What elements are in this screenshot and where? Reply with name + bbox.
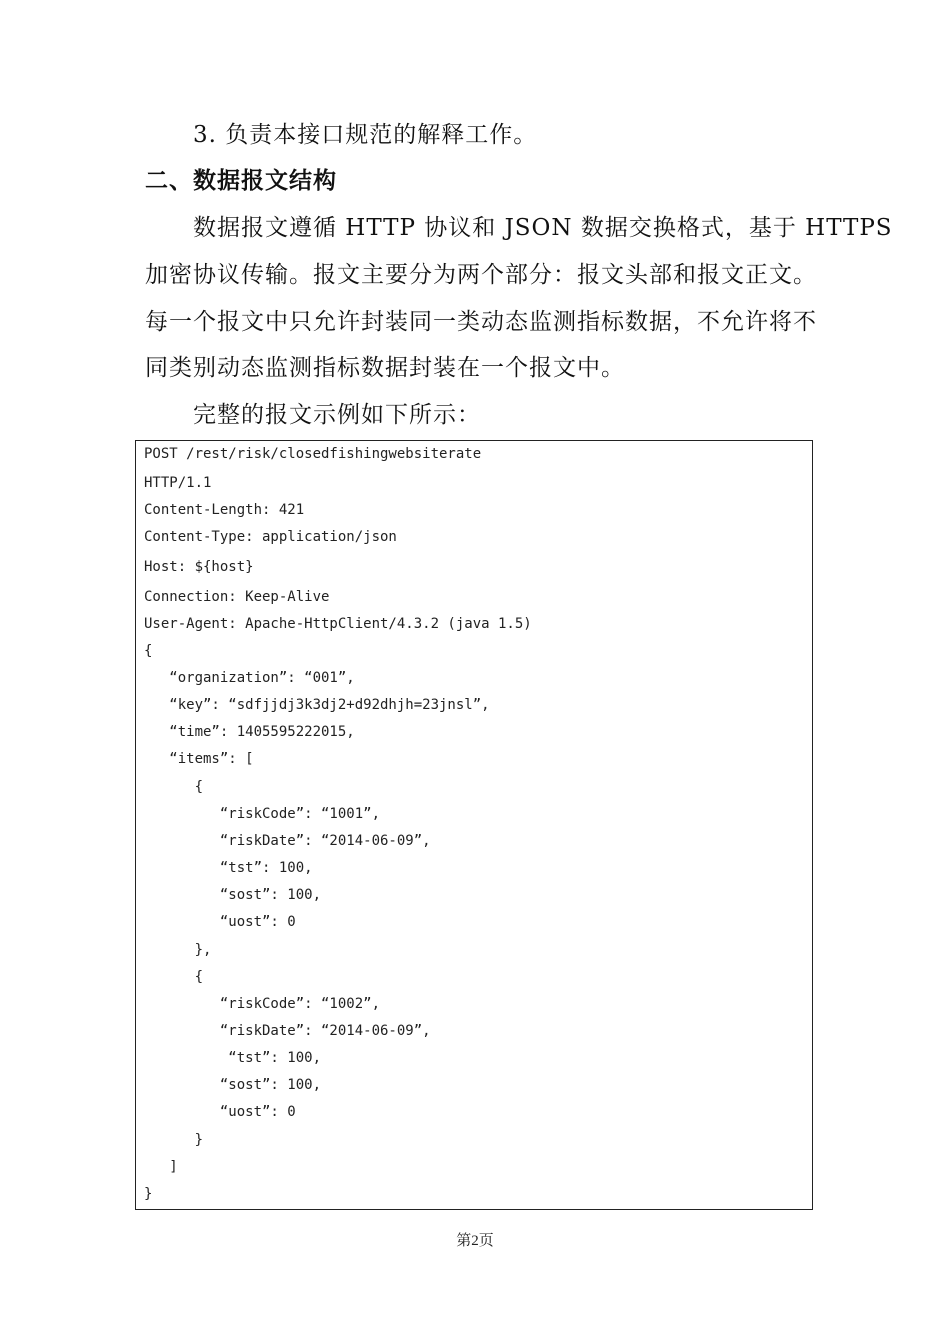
- code-line: User-Agent: Apache-HttpClient/4.3.2 (java 1.5): [144, 616, 532, 632]
- page-number: 第2页: [456, 1233, 494, 1249]
- code-line: “items”: [: [144, 751, 254, 767]
- section-heading: 二、数据报文结构: [145, 168, 337, 194]
- code-line: Content-Length: 421: [144, 502, 305, 518]
- code-line: Content-Type: application/json: [144, 529, 397, 545]
- code-line: {: [144, 643, 153, 659]
- code-line: }: [144, 1186, 153, 1202]
- example-intro: 完整的报文示例如下所示：: [193, 402, 481, 428]
- code-line: {: [144, 779, 204, 795]
- intro-line-4: 同类别动态监测指标数据封装在一个报文中。: [145, 355, 625, 381]
- code-line: },: [144, 942, 212, 958]
- code-line: “time”: 1405595222015,: [144, 724, 355, 740]
- code-line: “riskCode”: “1001”,: [144, 806, 381, 822]
- code-line: Connection: Keep-Alive: [144, 589, 330, 605]
- code-line: HTTP/1.1: [144, 475, 212, 491]
- code-line: “uost”: 0: [144, 914, 296, 930]
- intro-line-1: 数据报文遵循 HTTP 协议和 JSON 数据交换格式，基于 HTTPS: [193, 215, 893, 241]
- code-line: ]: [144, 1159, 178, 1175]
- code-line: {: [144, 969, 204, 985]
- code-line: “organization”: “001”,: [144, 670, 355, 686]
- code-line: “tst”: 100,: [144, 860, 313, 876]
- code-line: }: [144, 1132, 204, 1148]
- code-line: “uost”: 0: [144, 1104, 296, 1120]
- list-item-3: 3. 负责本接口规范的解释工作。: [193, 122, 538, 148]
- code-line: “riskDate”: “2014-06-09”,: [144, 833, 431, 849]
- code-line: “key”: “sdfjjdj3k3dj2+d92dhjh=23jnsl”,: [144, 697, 490, 713]
- intro-line-3: 每一个报文中只允许封装同一类动态监测指标数据，不允许将不: [145, 309, 817, 335]
- code-line: POST /rest/risk/closedfishingwebsiterate: [144, 446, 482, 462]
- code-line: “riskDate”: “2014-06-09”,: [144, 1023, 431, 1039]
- code-example-box: [135, 440, 813, 1210]
- code-line: “sost”: 100,: [144, 1077, 322, 1093]
- code-line: Host: ${host}: [144, 559, 254, 575]
- intro-line-2: 加密协议传输。报文主要分为两个部分：报文头部和报文正文。: [145, 262, 817, 288]
- code-line: “sost”: 100,: [144, 887, 322, 903]
- code-line: “riskCode”: “1002”,: [144, 996, 381, 1012]
- code-line: “tst”: 100,: [144, 1050, 322, 1066]
